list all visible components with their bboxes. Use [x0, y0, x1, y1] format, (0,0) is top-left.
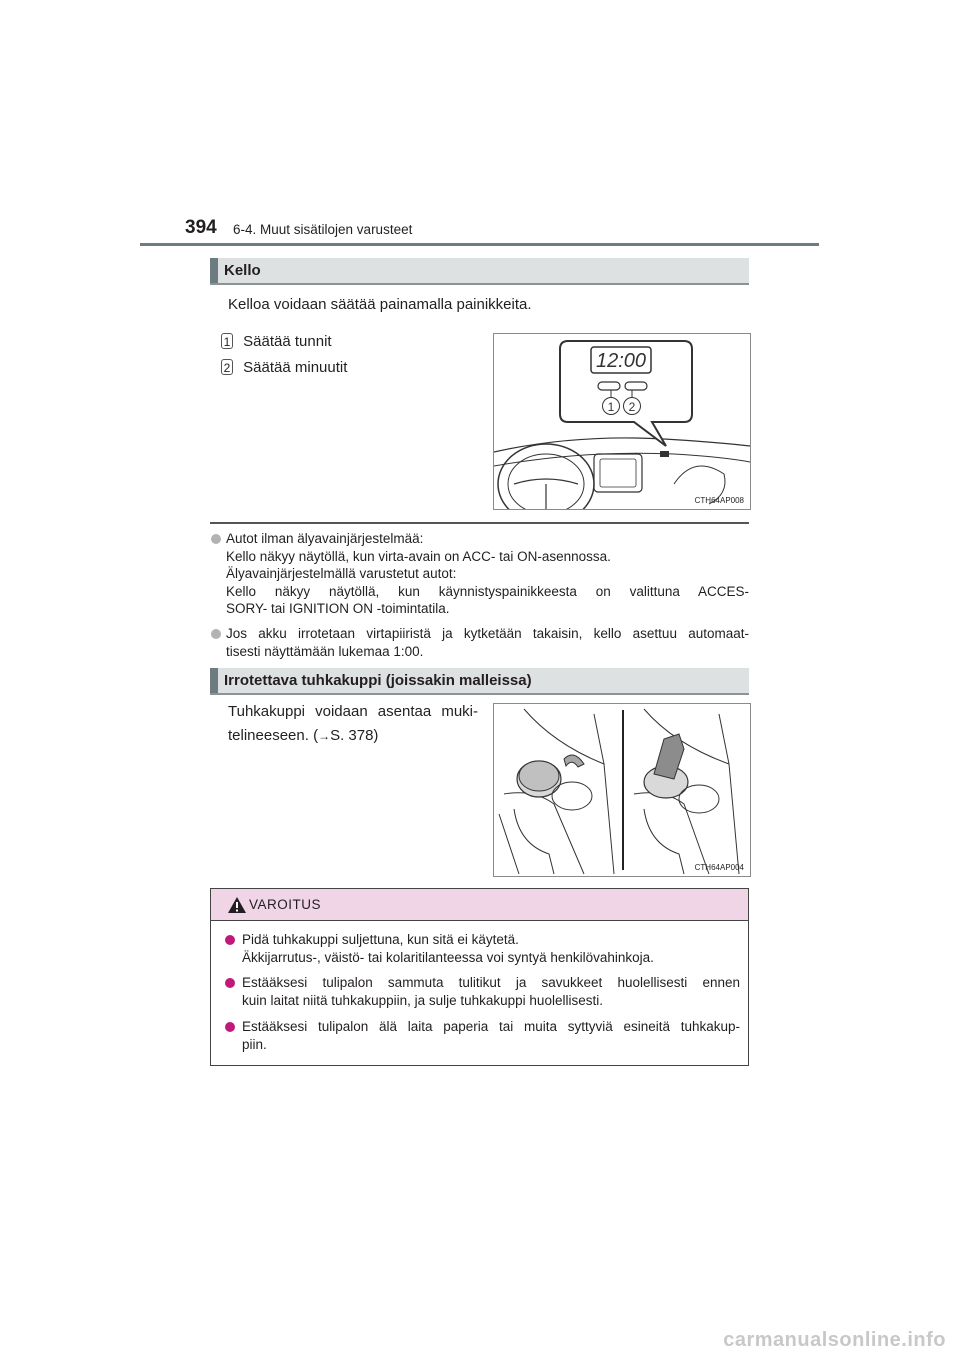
callout-1: 1 [607, 400, 615, 414]
clock-item-label: Säätää tunnit [243, 333, 332, 350]
chapter-title: 6-4. Muut sisätilojen varusteet [233, 222, 413, 237]
warning-title: VAROITUS [249, 897, 322, 912]
clock-figure [493, 333, 751, 510]
note-line: tisesti näyttämään lukemaa 1:00. [226, 643, 424, 659]
dashboard-clock-illustration [494, 334, 750, 509]
note-line: Älyavainjärjestelmällä varustetut autot: [226, 566, 457, 581]
arrow-icon: → [318, 729, 331, 743]
warning-line: Pidä tuhkakuppi suljettuna, kun sitä ei käytetä. [242, 932, 519, 947]
warning-line: piin. [242, 1037, 267, 1052]
ashtray-section-title: Irrotettava tuhkakuppi (joissakin malleissa) [224, 672, 532, 689]
bullet-icon [211, 534, 221, 544]
callout-2: 2 [628, 400, 636, 414]
clock-section-header [210, 258, 749, 285]
warning-line: Äkkijarrutus-, väistö- tai kolaritilanteessa voi syntyä henkilövahinkoja. [242, 950, 654, 965]
ashtray-illustration [494, 704, 750, 876]
ashtray-section-header [210, 668, 749, 695]
ashtray-text-line: telineeseen. ( [228, 727, 319, 744]
note-item [211, 530, 749, 618]
minute-button [625, 382, 647, 390]
clock-display: 12:00 [595, 350, 647, 372]
header-rule [140, 243, 819, 246]
warning-line: Estääksesi tulipalon sammuta tulitikut ja savukkeet huolellisesti ennen [242, 975, 740, 990]
bullet-icon [225, 935, 235, 945]
clock-item-hours [221, 330, 332, 354]
clock-item-label: Säätää minuutit [243, 359, 348, 376]
bullet-icon [211, 629, 221, 639]
ashtray-text [228, 700, 478, 748]
bullet-icon [225, 1022, 235, 1032]
number-badge-2: 2 [221, 359, 233, 375]
warning-item [225, 1018, 740, 1054]
bullet-icon [225, 978, 235, 988]
note-item [211, 625, 749, 660]
page-number: 394 [185, 217, 217, 238]
clock-intro: Kelloa voidaan säätää painamalla painikkeita. [228, 296, 532, 313]
warning-header [211, 889, 748, 921]
hour-button [598, 382, 620, 390]
warning-line: kuin laitat niitä tuhkakuppiin, ja sulje tuhkakuppi huolellisesti. [242, 993, 603, 1008]
page-reference[interactable]: S. 378) [330, 727, 379, 744]
note-line: SORY- tai IGNITION ON -toimintatila. [226, 601, 450, 616]
clock-section-title: Kello [224, 262, 261, 279]
figure-code: CTH64AP004 [694, 863, 744, 872]
clock-item-minutes [221, 356, 347, 380]
notes-divider [210, 522, 749, 524]
warning-line: Estääksesi tulipalon älä laita paperia tai muita syttyviä esineitä tuhkakup- [242, 1019, 740, 1034]
footer-watermark: carmanualsonline.info [723, 1329, 946, 1351]
note-line: Autot ilman älyavainjärjestelmää: [226, 531, 424, 546]
note-line: Kello näkyy näytöllä, kun virta-avain on ACC- tai ON-asennossa. [226, 548, 611, 564]
warning-box [210, 888, 749, 1066]
note-line: Jos akku irrotetaan virtapiiristä ja kytketään takaisin, kello asettuu automaat- [226, 626, 749, 641]
figure-code: CTH64AP008 [694, 496, 744, 505]
ashtray-text-line: Tuhkakuppi voidaan asentaa muki- [228, 703, 478, 720]
ashtray-figure [493, 703, 751, 877]
note-line: Kello näkyy näytöllä, kun käynnistyspainikkeesta on valittuna ACCES- [226, 583, 749, 599]
warning-item [225, 974, 740, 1010]
warning-item [225, 931, 740, 967]
number-badge-1: 1 [221, 333, 233, 349]
warning-triangle-icon [227, 896, 247, 914]
